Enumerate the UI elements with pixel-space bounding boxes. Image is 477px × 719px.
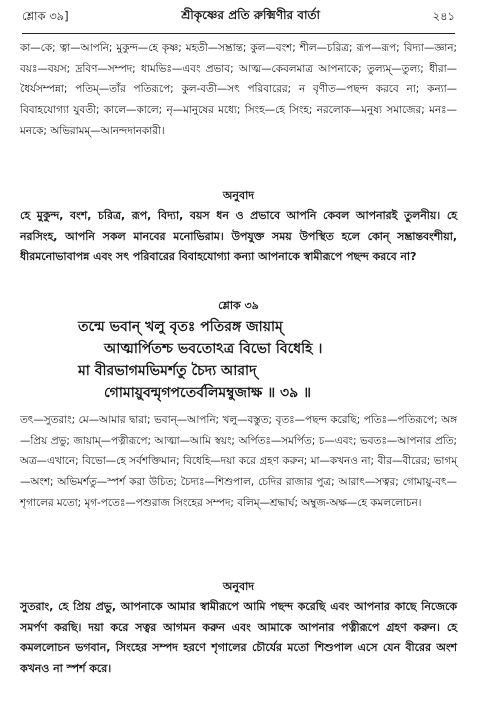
- word-meanings-text-2: তৎ—সুতরাং; মে—আমার দ্বারা; ভবান্—আপনি; খলু—বস্তুত; বৃতঃ—পছন্দ করেছি; পতিঃ—পতিরূপে; অঙ্গ—প্রিয় প্রভু; জায়াম্—পত্নীরূপে; আত্মা—আমি স্বয়ং; অর্পিতঃ—সমর্পিত; চ—এবং; ভবতঃ—আপনার প্রতি; অত্র—এখানে; বিভো—হে সর্বশক্তিমান; বিধেহি—দয়া করে গ্রহণ করুন; মা—কখনও না; বীর—বীরের; ভাগম্—অংশ; অভিমর্শতু—স্পর্শ করা উচিত; চৈদ্যঃ—শিশুপাল, চেদির রাজার পুত্র; আরাৎ—সত্বর; গোমায়ু-বৎ—শৃগালের মতো; মৃগ-পতেঃ—পশুরাজ সিংহের সম্পদ; বলিম্—শ্রদ্ধার্ঘ; অম্বুজ-অক্ষ—হে কমললোচন।: [20, 414, 457, 509]
- header-divider: [22, 33, 455, 34]
- word-meanings-2: [20, 410, 457, 514]
- page-header: [22, 2, 455, 32]
- sanskrit-verse: [0, 316, 477, 404]
- chapter-title: শ্রীকৃষ্ণের প্রতি রুক্মিণীর বার্তা: [181, 8, 320, 22]
- verse-line: তন্মে ভবান্ খলু বৃতঃ পতিরঙ্গ জায়াম্: [78, 319, 283, 335]
- verse-line: গোমায়ুবন্মৃগপতের্বলিমম্বুজাক্ষ ॥ ৩৯ ॥: [104, 385, 312, 401]
- verse-line: আত্মার্পিতশ্চ ভবতোঽত্র বিভো বিধেহি ।: [104, 341, 323, 357]
- translation-text-1: হে মুকুন্দ, বংশ, চরিত্র, রূপ, বিদ্যা, বয়স ধন ও প্রভাবে আপনি কেবল আপনারই তুলনীয়। হে নরসিংহ, আপনি সকল মানবের মনোভিরাম। উপযুক্ত সময় উপস্থিত হলে কোন্ সম্ভ্রান্তবংশীয়া, ধীরমনোভাবাপন্ন এবং সৎ পরিবারের বিবাহযোগ্যা কন্যা আপনাকে স্বামীরূপে পছন্দ করবে না?: [20, 209, 457, 264]
- translation-1: [20, 206, 457, 268]
- translation-2: [20, 597, 457, 680]
- verse-reference: শ্লোক ৩৯]: [22, 8, 69, 23]
- verse-line: মা বীরভাগমভিমর্শতু চৈদ্য আরাদ্: [78, 363, 257, 379]
- word-meanings-1: [20, 38, 457, 142]
- translation-heading-2: অনুবাদ: [222, 580, 255, 593]
- page-number: ২৪১: [432, 8, 455, 23]
- verse-heading: শ্লোক ৩৯: [218, 299, 259, 312]
- word-meanings-text-1: কা—কে; ত্বা—আপনি; মুকুন্দ—হে কৃষ্ণ; মহতী—সম্ভ্রান্ত; কুল—বংশ; শীল—চরিত্র; রূপ—রূপ; বিদ্যা—জ্ঞান; বয়ঃ—বয়স; দ্রবিণ—সম্পদ; ধামভিঃ—এবং প্রভাব; আত্ম—কেবলমাত্র আপনাকে; তুল্যম্—তুল্য; ধীরা—ধৈর্যসম্পন্না; পতিম্—তাঁর পতিরূপে; কুল-বতী—সৎ পরিবারের; ন বৃণীত—পছন্দ করবে না; কন্যা—বিবাহযোগ্যা যুবতী; কালে—কালে; নৃ—মানুষের মধ্যে; সিংহ—হে সিংহ; নরলোক—মনুষ্য সমাজের; মনঃ—মনকে; অভিরামম্—আনন্দদানকারী।: [20, 42, 457, 137]
- translation-heading-1: অনুবাদ: [222, 189, 255, 202]
- translation-text-2: সুতরাং, হে প্রিয় প্রভু, আপনাকে আমার স্বামীরূপে আমি পছন্দ করেছি এবং আপনার কাছে নিজেকে সমর্পণ করছি। দয়া করে সত্বর আগমন করুন এবং আমাকে আপনার পত্নীরূপে গ্রহণ করুন। হে কমললোচন ভগবান, সিংহের সম্পদ হরণে শৃগালের চৌর্যের মতো শিশুপাল এসে যেন বীরের অংশ কখনও না স্পর্শ করে।: [20, 600, 457, 676]
